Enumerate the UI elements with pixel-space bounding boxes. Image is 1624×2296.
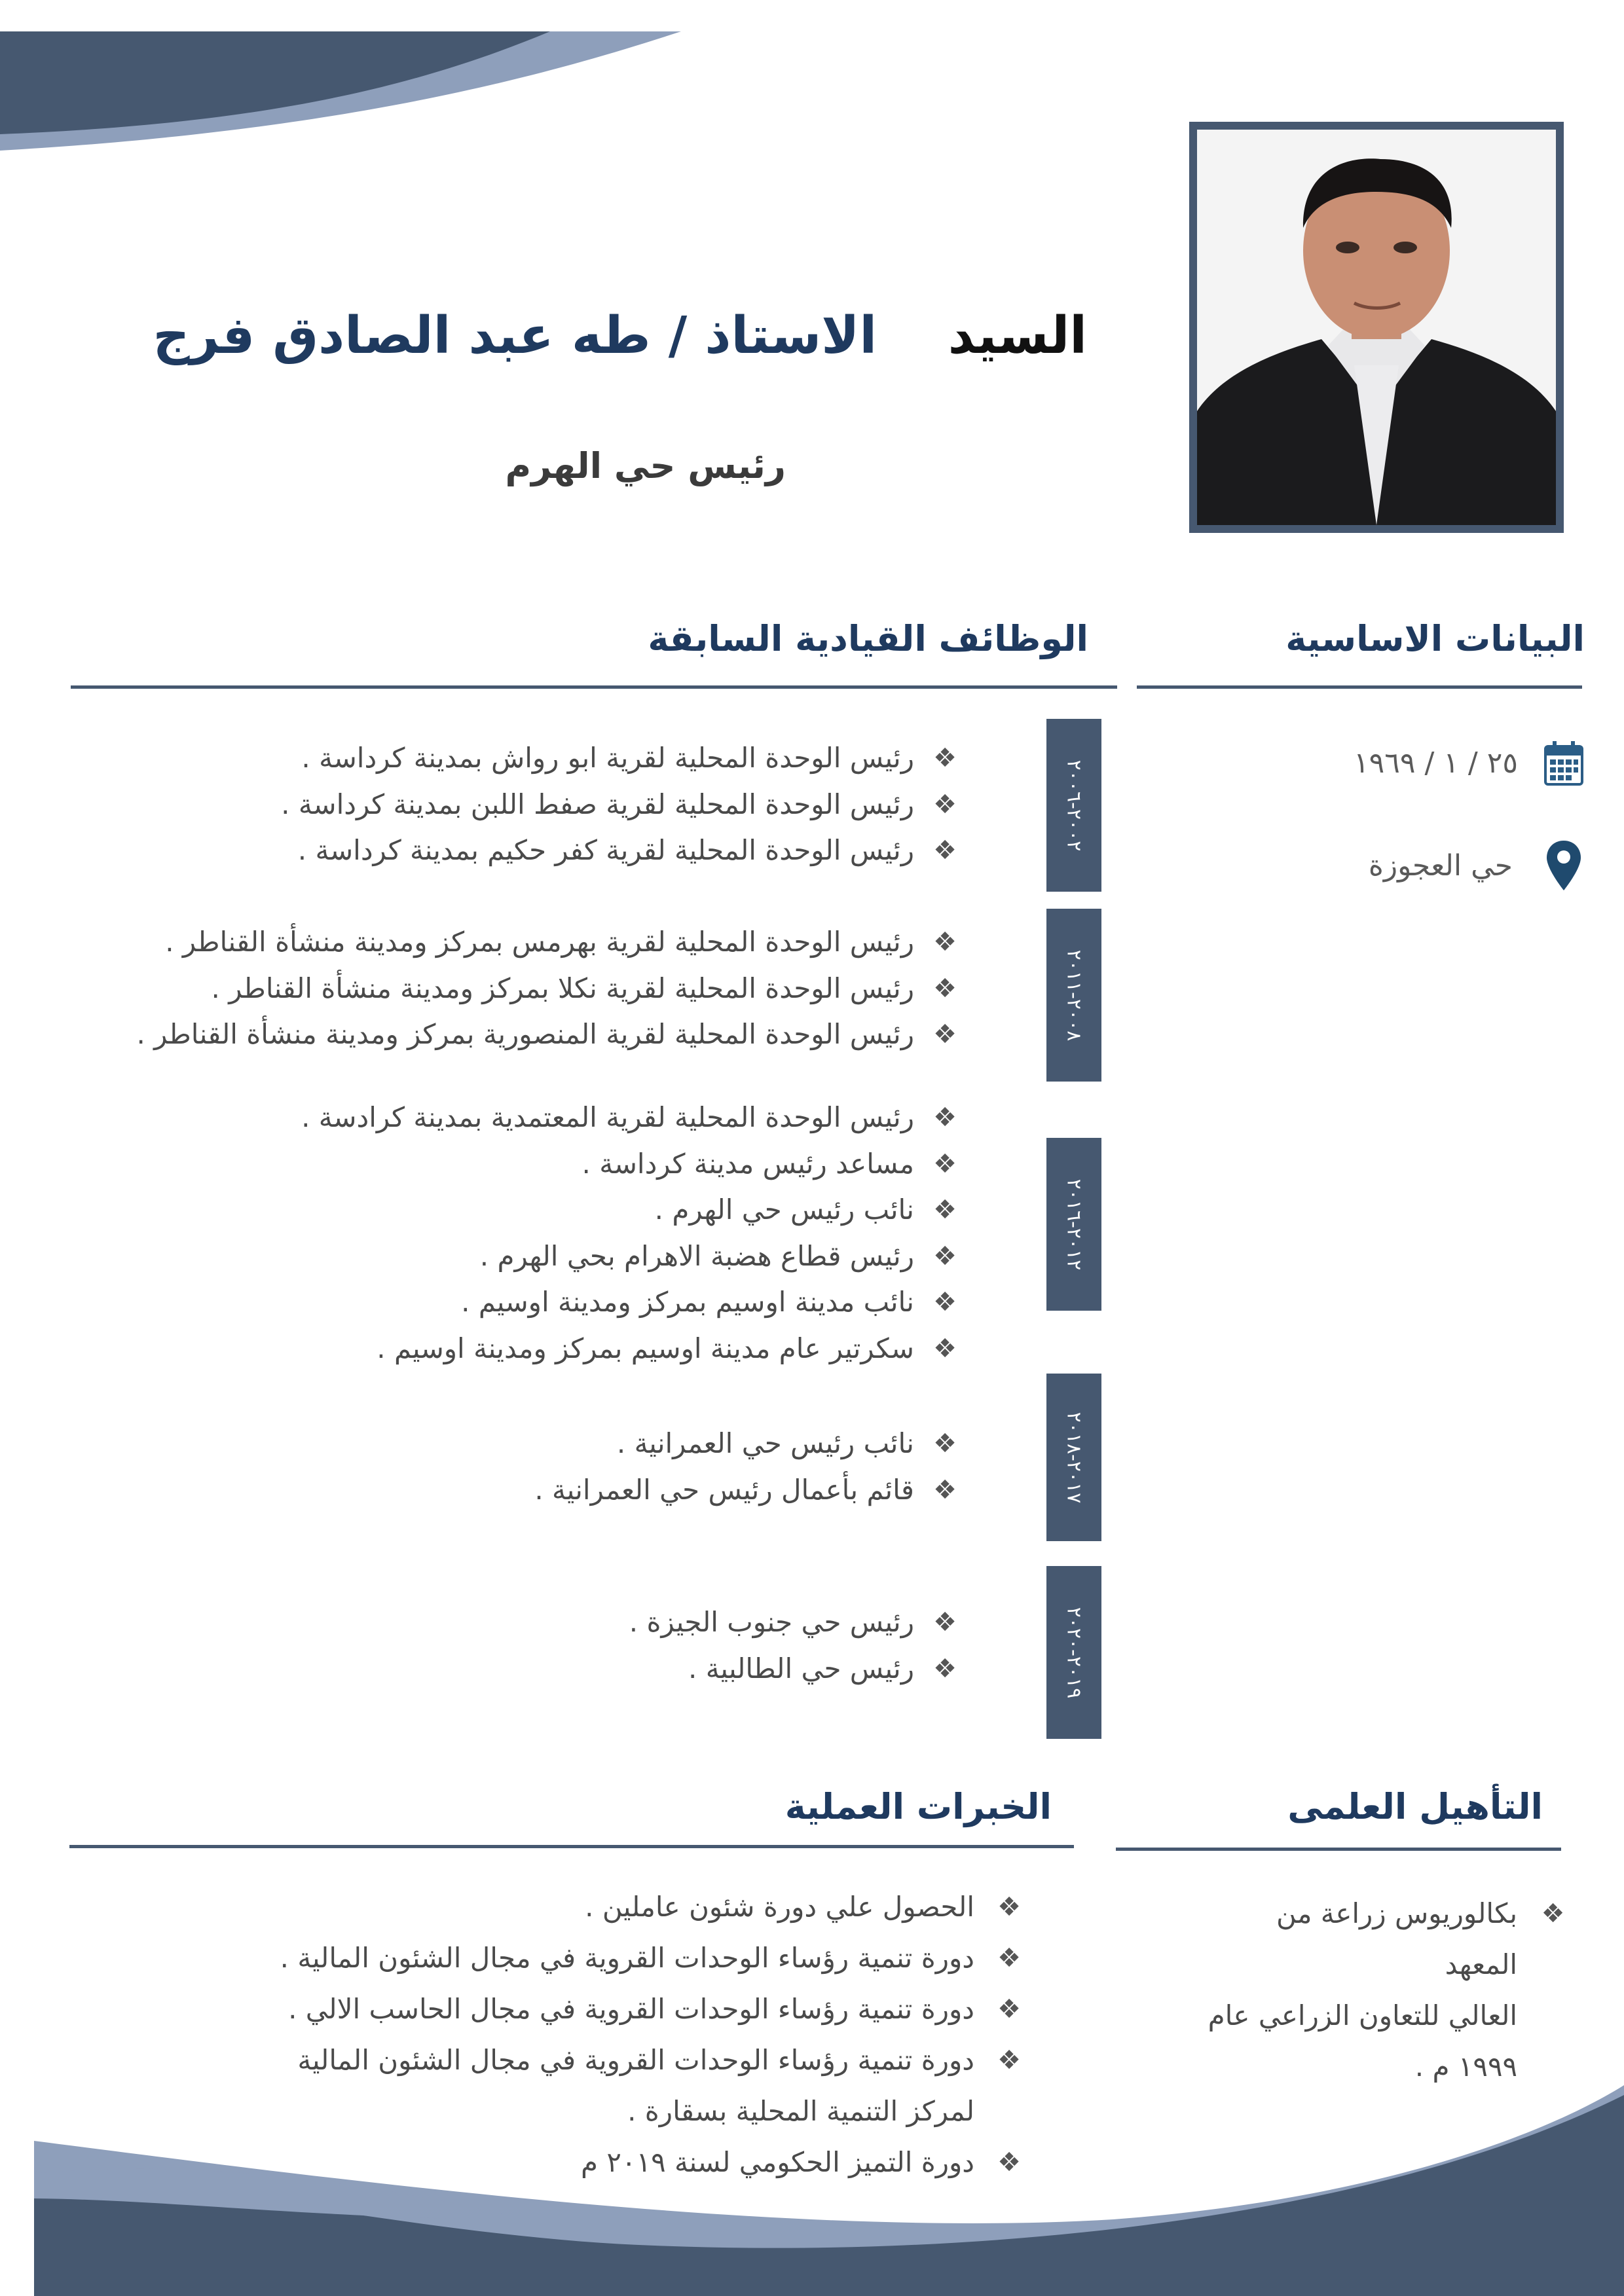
- year-range: ٢٠١٧-٢٠١٨: [1062, 1412, 1086, 1503]
- birth-date-row: [1354, 740, 1583, 786]
- position-group: [110, 1599, 961, 1692]
- list-item: ❖ مساعد رئيس مدينة كرداسة .: [110, 1141, 961, 1188]
- diamond-bullet-icon: ❖: [997, 1943, 1021, 1973]
- year-range: ٢٠٠٢-٢٠٠٦: [1062, 759, 1086, 851]
- diamond-bullet-icon: ❖: [933, 1429, 957, 1459]
- list-item: ❖ رئيس الوحدة المحلية لقرية كفر حكيم بمدينة كرداسة .: [110, 828, 961, 874]
- year-range-badge: [1046, 909, 1101, 1082]
- previous-positions-divider: [71, 685, 1117, 689]
- list-item: ❖ رئيس الوحدة المحلية لقرية نكلا بمركز ومدينة منشأة القناطر .: [110, 966, 961, 1012]
- year-range: ٢٠١٩-٢٠٢٠: [1062, 1607, 1086, 1698]
- education-entry: [1202, 1888, 1569, 2092]
- diamond-bullet-icon: ❖: [933, 1287, 957, 1317]
- birth-date: ٢٥ / ١ / ١٩٦٩: [1353, 746, 1518, 780]
- list-item: ❖ رئيس حي الطالبية .: [110, 1646, 961, 1692]
- year-range-badge: [1046, 1138, 1101, 1311]
- basic-info-title: البيانات الاساسية: [1285, 618, 1585, 659]
- basic-info-divider: [1137, 685, 1582, 689]
- calendar-icon: [1544, 740, 1583, 786]
- diamond-bullet-icon: ❖: [933, 1653, 957, 1684]
- education-title: التأهيل العلمى: [1287, 1786, 1543, 1827]
- location-pin-icon: [1545, 839, 1582, 892]
- list-item: ❖ رئيس حي جنوب الجيزة .: [110, 1599, 961, 1646]
- profile-photo: [1189, 122, 1564, 533]
- list-item: ❖ دورة التميز الحكومي لسنة ٢٠١٩ م: [109, 2137, 1025, 2188]
- position-group: [110, 735, 961, 874]
- experience-title: الخبرات العملية: [784, 1786, 1052, 1827]
- list-item: ❖ سكرتير عام مدينة اوسيم بمركز ومدينة اوسيم .: [110, 1326, 961, 1372]
- list-item: ❖ بكالوريوس زراعة من المعهد العالي للتعاون الزراعي عام ١٩٩٩ م .: [1202, 1888, 1569, 2092]
- experience-divider: [69, 1845, 1074, 1848]
- diamond-bullet-icon: ❖: [933, 789, 957, 820]
- list-item: ❖ رئيس الوحدة المحلية لقرية صفط اللبن بمدينة كرداسة .: [110, 782, 961, 828]
- list-item: ❖ نائب رئيس حي العمرانية .: [110, 1421, 961, 1467]
- education-divider: [1116, 1848, 1561, 1851]
- diamond-bullet-icon: ❖: [933, 835, 957, 866]
- year-range-badge: [1046, 1374, 1101, 1541]
- list-item: ❖ رئيس الوحدة المحلية لقرية المعتمدية بمدينة كرادسة .: [110, 1095, 961, 1141]
- previous-positions-title: الوظائف القيادية السابقة: [648, 618, 1088, 659]
- position-group: [110, 1095, 961, 1372]
- diamond-bullet-icon: ❖: [933, 1102, 957, 1133]
- diamond-bullet-icon: ❖: [997, 1892, 1021, 1922]
- list-item: ❖ رئيس الوحدة المحلية لقرية بهرمس بمركز ومدينة منشأة القناطر .: [110, 919, 961, 966]
- list-item: ❖ دورة تنمية رؤساء الوحدات القروية في مجال الشئون المالية .: [109, 1933, 1025, 1984]
- diamond-bullet-icon: ❖: [933, 743, 957, 773]
- list-item: ❖ قائم بأعمال رئيس حي العمرانية .: [110, 1467, 961, 1514]
- list-item: ❖ نائب رئيس حي الهرم .: [110, 1187, 961, 1233]
- diamond-bullet-icon: ❖: [933, 1019, 957, 1049]
- diamond-bullet-icon: ❖: [933, 927, 957, 957]
- list-item: ❖ دورة تنمية رؤساء الوحدات القروية في مجال الشئون المالية لمركز التنمية المحلية بسقارة .: [109, 2035, 1025, 2137]
- diamond-bullet-icon: ❖: [933, 1241, 957, 1271]
- diamond-bullet-icon: ❖: [933, 1333, 957, 1364]
- address: حي العجوزة: [1368, 848, 1513, 883]
- diamond-bullet-icon: ❖: [1541, 1899, 1565, 1929]
- address-row: [1369, 839, 1582, 892]
- list-item: ❖ رئيس قطاع هضبة الاهرام بحي الهرم .: [110, 1233, 961, 1280]
- list-item: ❖ الحصول علي دورة شئون عاملين .: [109, 1882, 1025, 1933]
- year-range-badge: [1046, 1566, 1101, 1739]
- list-item: ❖ نائب مدينة اوسيم بمركز ومدينة اوسيم .: [110, 1279, 961, 1326]
- diamond-bullet-icon: ❖: [933, 1195, 957, 1225]
- year-range-badge: [1046, 719, 1101, 892]
- person-name: الاستاذ / طه عبد الصادق فرج: [153, 306, 877, 365]
- diamond-bullet-icon: ❖: [997, 2045, 1021, 2075]
- position-group: [110, 919, 961, 1058]
- experience-list: [109, 1882, 1025, 2188]
- diamond-bullet-icon: ❖: [933, 973, 957, 1004]
- year-range: ٢٠٠٨-٢٠١١: [1062, 949, 1086, 1041]
- diamond-bullet-icon: ❖: [933, 1607, 957, 1637]
- position-group: [110, 1421, 961, 1513]
- diamond-bullet-icon: ❖: [997, 2147, 1021, 2178]
- current-job-title: رئيس حي الهرم: [505, 445, 786, 486]
- year-range: ٢٠١٢-٢٠١٦: [1062, 1178, 1086, 1270]
- honorific: السيد: [948, 306, 1087, 365]
- list-item: ❖ رئيس الوحدة المحلية لقرية ابو رواش بمدينة كرداسة .: [110, 735, 961, 782]
- diamond-bullet-icon: ❖: [933, 1474, 957, 1505]
- top-wave-decoration: [0, 0, 694, 157]
- full-name-heading: [153, 306, 1087, 365]
- diamond-bullet-icon: ❖: [933, 1148, 957, 1179]
- diamond-bullet-icon: ❖: [997, 1994, 1021, 2024]
- list-item: ❖ دورة تنمية رؤساء الوحدات القروية في مجال الحاسب الالي .: [109, 1984, 1025, 2035]
- list-item: ❖ رئيس الوحدة المحلية لقرية المنصورية بمركز ومدينة منشأة القناطر .: [110, 1011, 961, 1058]
- person-portrait-icon: [1197, 130, 1556, 525]
